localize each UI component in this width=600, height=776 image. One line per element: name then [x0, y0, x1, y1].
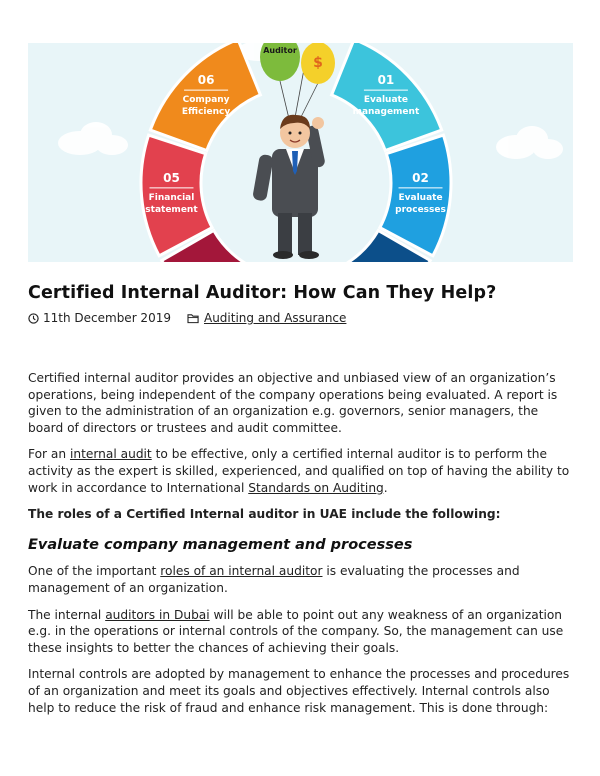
- segment-number-05: 05: [163, 170, 180, 185]
- paragraph-effective: [28, 446, 576, 496]
- segment-number-06: 06: [197, 73, 215, 88]
- segment-label-line2-01: management: [352, 107, 420, 118]
- balloon-symbol: $: [313, 55, 323, 71]
- text-span: One of the important: [28, 564, 161, 579]
- segment-label-line1-05: Financial: [148, 192, 195, 203]
- segment-number-01: 01: [377, 73, 395, 88]
- segment-label-line1-06: Company: [182, 95, 230, 106]
- text-span: will be able to point out any weakness of an organization e.g. in the operations or internal controls of the company. So, the management can use these insights to better the chances of achieving their goals.: [28, 607, 564, 655]
- auditor-infographic: [28, 43, 573, 262]
- roles-link[interactable]: roles of an internal auditor: [160, 564, 323, 579]
- paragraph-weakness: [28, 607, 576, 657]
- clock-icon: [28, 313, 39, 324]
- segment-label-line2-05: statement: [145, 204, 198, 215]
- paragraph-controls: Internal controls are adopted by management to enhance the processes and procedures of an organization and meet its goals and objectives effectively. Internal controls also help to reduce the risk of fraud and enhance risk management. This is done through:: [28, 667, 570, 715]
- cloud-right: [496, 126, 563, 159]
- paragraph-intro: Certified internal auditor provides an objective and unbiased view of an organization’s operations, being independent of the company operations being evaluated. A report is given to the administration of an organization e.g. governors, senior managers, the board of directors or trustees and audit committee.: [28, 371, 558, 435]
- article-meta: [28, 311, 346, 325]
- auditors-dubai-link[interactable]: auditors in Dubai: [105, 607, 210, 622]
- folder-icon: [187, 313, 200, 324]
- section-heading: Evaluate company management and processes: [28, 536, 413, 553]
- article-body: [28, 370, 576, 726]
- hero-image: [28, 43, 573, 262]
- roles-intro: The roles of a Certified Internal auditor in UAE include the following:: [28, 507, 501, 522]
- article-category-link[interactable]: Auditing and Assurance: [203, 311, 347, 325]
- internal-audit-link[interactable]: internal audit: [69, 447, 152, 462]
- text-span: to be effective, only a certified internal auditor is to perform the activity as the expert is skilled, experienced, and qualified on top of having the ability to work in accordance to International: [28, 447, 570, 495]
- businessman-figure: [252, 115, 326, 259]
- segment-label-line1-02: Evaluate: [398, 192, 443, 203]
- text-span: is evaluating the processes and management of an organization.: [28, 564, 520, 595]
- segment-label-line2-02: processes: [395, 204, 446, 215]
- text-span: .: [383, 480, 388, 495]
- balloons: [260, 43, 335, 123]
- article-date: 11th December 2019: [43, 311, 171, 325]
- text-span: For an: [28, 447, 70, 462]
- cloud-left: [58, 122, 128, 155]
- segment-label-line2-06: Efficiency: [181, 107, 231, 118]
- text-span: The internal: [28, 607, 106, 622]
- article-title: Certified Internal Auditor: How Can They Help?: [28, 283, 497, 303]
- paragraph-roles: [28, 563, 576, 596]
- standards-on-auditing-link[interactable]: Standards on Auditing: [248, 480, 384, 495]
- segment-label-line1-01: Evaluate: [363, 95, 408, 106]
- balloon-label: Auditor: [263, 46, 297, 55]
- segment-number-02: 02: [412, 170, 429, 185]
